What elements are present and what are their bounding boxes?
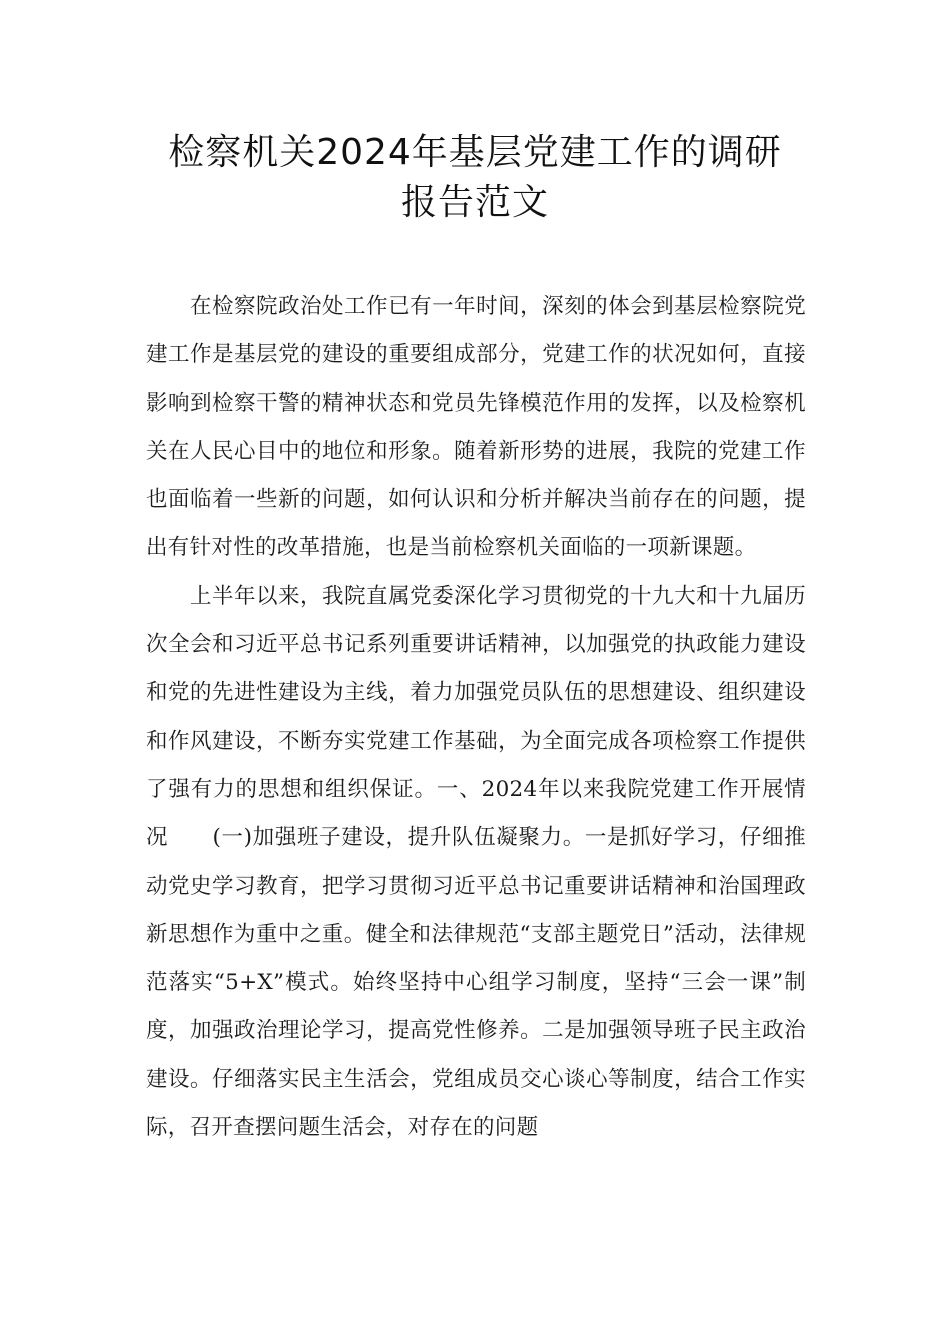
title-line-2: 报告范文 [400, 182, 549, 223]
paragraph-1: 在检察院政治处工作已有一年时间，深刻的体会到基层检察院党建工作是基层党的建设的重要组成部分，党建工作的状况如何，直接影响到检察干警的精神状态和党员先锋模范作用的发挥，以及检察机关在人民心目中的地位和形象。随着新形势的进展，我院的党建工作也面临着一些新的问题，如何认识和分析并解决当前存在的问题，提出有针对性的改革措施，也是当前检察机关面临的一项新课题。 [146, 294, 806, 561]
title-line-1: 检察机关2024年基层党建工作的调研 [168, 132, 782, 173]
document-title [120, 128, 830, 228]
document-body [146, 283, 806, 1152]
paragraph-2: 上半年以来，我院直属党委深化学习贯彻党的十九大和十九届历次全会和习近平总书记系列重要讲话精神，以加强党的执政能力建设和党的先进性建设为主线，着力加强党员队伍的思想建设、组织建设和作风建设，不断夯实党建工作基础，为全面完成各项检察工作提供了强有力的思想和组织保证。一、2024年以来我院党建工作开展情况 (一)加强班子建设，提升队伍凝聚力。一是抓好学习，仔细推动党史学习教育，把学习贯彻习近平总书记重要讲话精神和治国理政新思想作为重中之重。健全和法律规范“支部主题党日”活动，法律规范落实“5+X”模式。始终坚持中心组学习制度，坚持“三会一课”制度，加强政治理论学习，提高党性修养。二是加强领导班子民主政治建设。仔细落实民主生活会，党组成员交心谈心等制度，结合工作实际，召开查摆问题生活会，对存在的问题 [146, 583, 806, 1141]
